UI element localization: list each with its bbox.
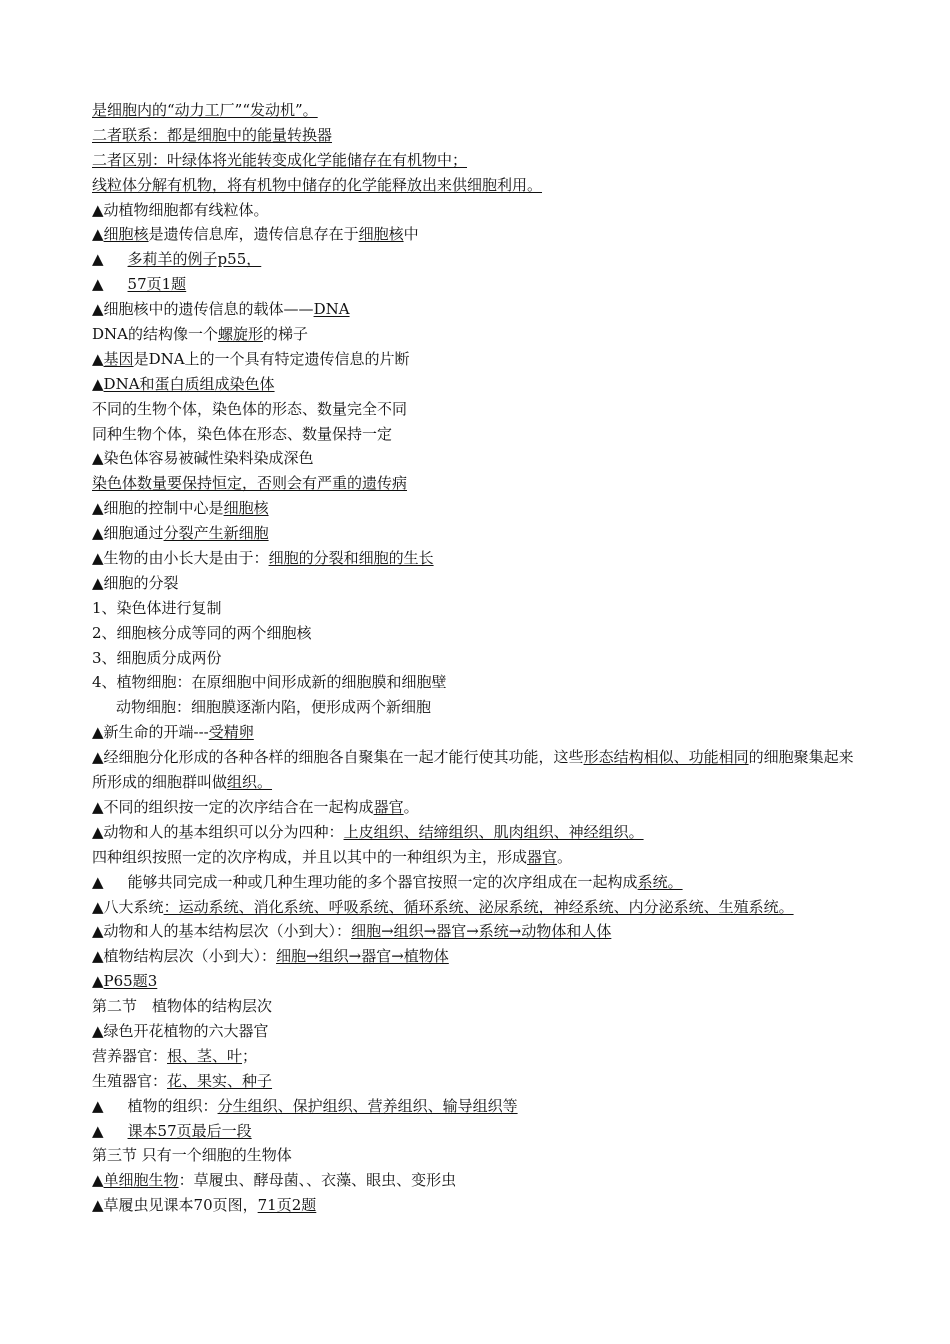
text-run: 受精卵 — [208, 723, 254, 742]
text-line — [92, 446, 867, 471]
text-line — [92, 646, 867, 671]
text-run: ； — [242, 1046, 258, 1065]
text-run: 螺旋形 — [218, 325, 264, 344]
text-run: 细胞的分裂和细胞的生长 — [268, 549, 434, 568]
triangle-bullet-icon: ▲ — [92, 797, 104, 816]
text-line — [92, 322, 867, 347]
text-line — [92, 944, 867, 969]
triangle-bullet-icon: ▲ — [92, 1096, 104, 1115]
text-line — [92, 98, 867, 123]
triangle-bullet-icon: ▲ — [92, 573, 104, 592]
text-run: 分生组织、保护组织、营养组织、输导组织等 — [217, 1096, 518, 1115]
text-run: 。 — [403, 797, 419, 816]
triangle-bullet-icon: ▲ — [92, 524, 104, 543]
text-run: 动植物细胞都有线粒体。 — [103, 200, 269, 219]
text-run: 细胞核 — [223, 499, 269, 518]
text-line — [92, 820, 867, 845]
text-run: ：草履虫、酵母菌、、衣藻、眼虫、变形虫 — [178, 1171, 457, 1190]
text-run: 染色体容易被碱性染料染成深色 — [103, 449, 314, 468]
text-run: DNA和蛋白质组成染色体 — [103, 374, 275, 393]
triangle-bullet-icon: ▲ — [92, 748, 104, 767]
text-line — [92, 695, 867, 720]
triangle-bullet-icon: ▲ — [92, 1171, 104, 1190]
text-run: 生殖器官： — [92, 1071, 168, 1090]
text-line — [92, 471, 867, 496]
text-run: 4、植物细胞：在原细胞中间形成新的细胞膜和细胞壁 — [92, 673, 447, 692]
text-line — [92, 496, 867, 521]
text-run: 花、果实、种子 — [167, 1071, 273, 1090]
triangle-bullet-icon: ▲ — [92, 250, 104, 269]
triangle-bullet-icon: ▲ — [92, 1196, 104, 1215]
text-run: 细胞通过 — [103, 524, 164, 543]
text-run: 细胞的控制中心是 — [103, 499, 224, 518]
text-run: 细胞核中的遗传信息的载体—— — [103, 300, 314, 319]
text-run: 同种生物个体，染色体在形态、数量保持一定 — [92, 424, 393, 443]
text-run: 课本57页最后一段 — [127, 1121, 252, 1140]
text-line — [92, 247, 867, 272]
text-run: 基因 — [103, 349, 134, 368]
text-run: 形态结构相似、功能相同 — [583, 748, 749, 767]
text-run: 绿色开花植物的六大器官 — [103, 1022, 269, 1040]
text-line — [92, 969, 867, 994]
text-line — [92, 123, 867, 148]
triangle-bullet-icon: ▲ — [92, 374, 104, 393]
text-run: 是细胞内的“动力工厂”“发动机”。 — [92, 101, 318, 119]
text-run: 细胞核 — [103, 225, 149, 244]
text-run: 动物和人的基本组织可以分为四种： — [103, 822, 344, 841]
triangle-bullet-icon: ▲ — [92, 822, 104, 841]
text-line — [92, 621, 867, 646]
text-run: 营养器官： — [92, 1046, 168, 1065]
text-run: 不同的生物个体，染色体的形态、数量完全不同 — [92, 399, 408, 418]
text-run: P65题3 — [103, 972, 158, 991]
text-line — [92, 372, 867, 397]
text-run: 四种组织按照一定的次序构成，并且以其中的一种组织为主，形成 — [92, 847, 528, 866]
text-line — [92, 397, 867, 422]
text-run: DNA — [313, 300, 350, 319]
triangle-bullet-icon: ▲ — [92, 349, 104, 368]
text-run: 第三节 只有一个细胞的生物体 — [92, 1146, 292, 1165]
text-run: 二者区别：叶绿体将光能转变成化学能储存在有机物中； — [92, 150, 468, 169]
triangle-bullet-icon: ▲ — [92, 549, 104, 568]
text-line — [92, 173, 867, 198]
text-run: 1、染色体进行复制 — [92, 598, 222, 617]
text-run: 细胞→组织→器官→系统→动物体和人体 — [351, 922, 612, 941]
text-line — [92, 1168, 867, 1193]
document-body — [92, 98, 867, 1218]
text-line — [92, 1193, 867, 1218]
text-run: 细胞→组织→器官→植物体 — [276, 947, 449, 966]
text-run: 动物细胞：细胞膜逐渐内陷，便形成两个新细胞 — [116, 698, 432, 717]
text-run: 中 — [403, 225, 419, 244]
text-paragraph — [92, 745, 867, 795]
text-run: 3、细胞质分成两份 — [92, 648, 222, 667]
text-run: 组织。 — [227, 773, 273, 792]
text-run: 不同的组织按一定的次序结合在一起构成 — [103, 797, 374, 816]
text-run: 的细胞聚集起来所形成的细胞群叫做 — [92, 748, 854, 792]
text-run: 经细胞分化形成的各种各样的细胞各自聚集在一起才能行使其功能，这些 — [103, 748, 584, 767]
text-run: 线粒体分解有机物，将有机物中储存的化学能释放出来供细胞利用。 — [92, 175, 543, 194]
text-run: 单细胞生物 — [103, 1171, 179, 1190]
text-run: 第二节 植物体的结构层次 — [92, 997, 273, 1016]
text-run: 多莉羊的例子p55， — [127, 250, 262, 269]
text-line — [92, 571, 867, 596]
text-run: 植物的组织： — [127, 1096, 218, 1115]
triangle-bullet-icon: ▲ — [92, 972, 104, 991]
text-run: DNA的结构像一个 — [92, 325, 218, 344]
text-run: 新生命的开端--- — [103, 723, 209, 742]
text-run: 是遗传信息库，遗传信息存在于 — [148, 225, 359, 244]
text-run: 系统。 — [637, 872, 683, 891]
text-line — [92, 670, 867, 695]
text-run: 分裂产生新细胞 — [163, 524, 269, 543]
text-run: 生物的由小长大是由于： — [103, 549, 269, 568]
text-run: 草履虫见课本70页图， — [103, 1196, 258, 1215]
text-run: 能够共同完成一种或几种生理功能的多个器官按照一定的次序组成在一起构成 — [127, 872, 638, 891]
triangle-bullet-icon: ▲ — [92, 200, 104, 219]
text-run: 器官 — [527, 847, 558, 866]
text-line — [92, 198, 867, 223]
text-line — [92, 1069, 867, 1094]
text-run: 的梯子 — [263, 325, 309, 344]
text-line — [92, 297, 867, 322]
text-run: 是DNA上的一个具有特定遗传信息的片断 — [133, 349, 410, 368]
text-run: 细胞核 — [358, 225, 404, 244]
text-run: 染色体数量要保持恒定，否则会有严重的遗传病 — [92, 474, 408, 493]
text-run: 动物和人的基本结构层次（小到大）： — [103, 922, 352, 941]
text-line — [92, 1119, 867, 1144]
text-run: 57页1题 — [127, 275, 187, 294]
text-line — [92, 546, 867, 571]
triangle-bullet-icon: ▲ — [92, 300, 104, 319]
triangle-bullet-icon: ▲ — [92, 947, 104, 966]
text-line — [92, 795, 867, 820]
text-line — [92, 720, 867, 745]
text-line — [92, 347, 867, 372]
text-line — [92, 1094, 867, 1119]
text-line — [92, 1019, 867, 1044]
text-line — [92, 596, 867, 621]
text-line — [92, 1044, 867, 1069]
text-run: 器官 — [373, 797, 404, 816]
triangle-bullet-icon: ▲ — [92, 922, 104, 941]
triangle-bullet-icon: ▲ — [92, 449, 104, 468]
triangle-bullet-icon: ▲ — [92, 723, 104, 742]
triangle-bullet-icon: ▲ — [92, 872, 104, 891]
text-run: ：运动系统、消化系统、呼吸系统、循环系统、泌尿系统，神经系统、内分泌系统、生殖系统。 — [163, 897, 794, 916]
text-line — [92, 870, 867, 895]
text-run: 。 — [557, 847, 573, 866]
triangle-bullet-icon: ▲ — [92, 499, 104, 518]
text-line — [92, 919, 867, 944]
text-line — [92, 148, 867, 173]
text-run: 二者联系：都是细胞中的能量转换器 — [92, 125, 333, 144]
text-run: 2、细胞核分成等同的两个细胞核 — [92, 623, 312, 642]
text-run: 上皮组织、结缔组织、肌肉组织、神经组织。 — [343, 822, 644, 841]
text-run: 根、茎、叶 — [167, 1046, 243, 1065]
triangle-bullet-icon: ▲ — [92, 897, 104, 916]
text-line — [92, 422, 867, 447]
text-run: 细胞的分裂 — [103, 573, 179, 592]
section-heading — [92, 994, 867, 1019]
text-run: 植物结构层次（小到大）： — [103, 947, 277, 966]
text-paragraph — [92, 895, 867, 920]
text-line — [92, 272, 867, 297]
text-run: 71页2题 — [257, 1196, 317, 1215]
triangle-bullet-icon: ▲ — [92, 1121, 104, 1140]
triangle-bullet-icon: ▲ — [92, 225, 104, 244]
section-heading — [92, 1143, 867, 1168]
triangle-bullet-icon: ▲ — [92, 1022, 104, 1040]
text-line — [92, 222, 867, 247]
text-run: 八大系统 — [103, 897, 164, 916]
text-line — [92, 845, 867, 870]
text-line — [92, 521, 867, 546]
triangle-bullet-icon: ▲ — [92, 275, 104, 294]
